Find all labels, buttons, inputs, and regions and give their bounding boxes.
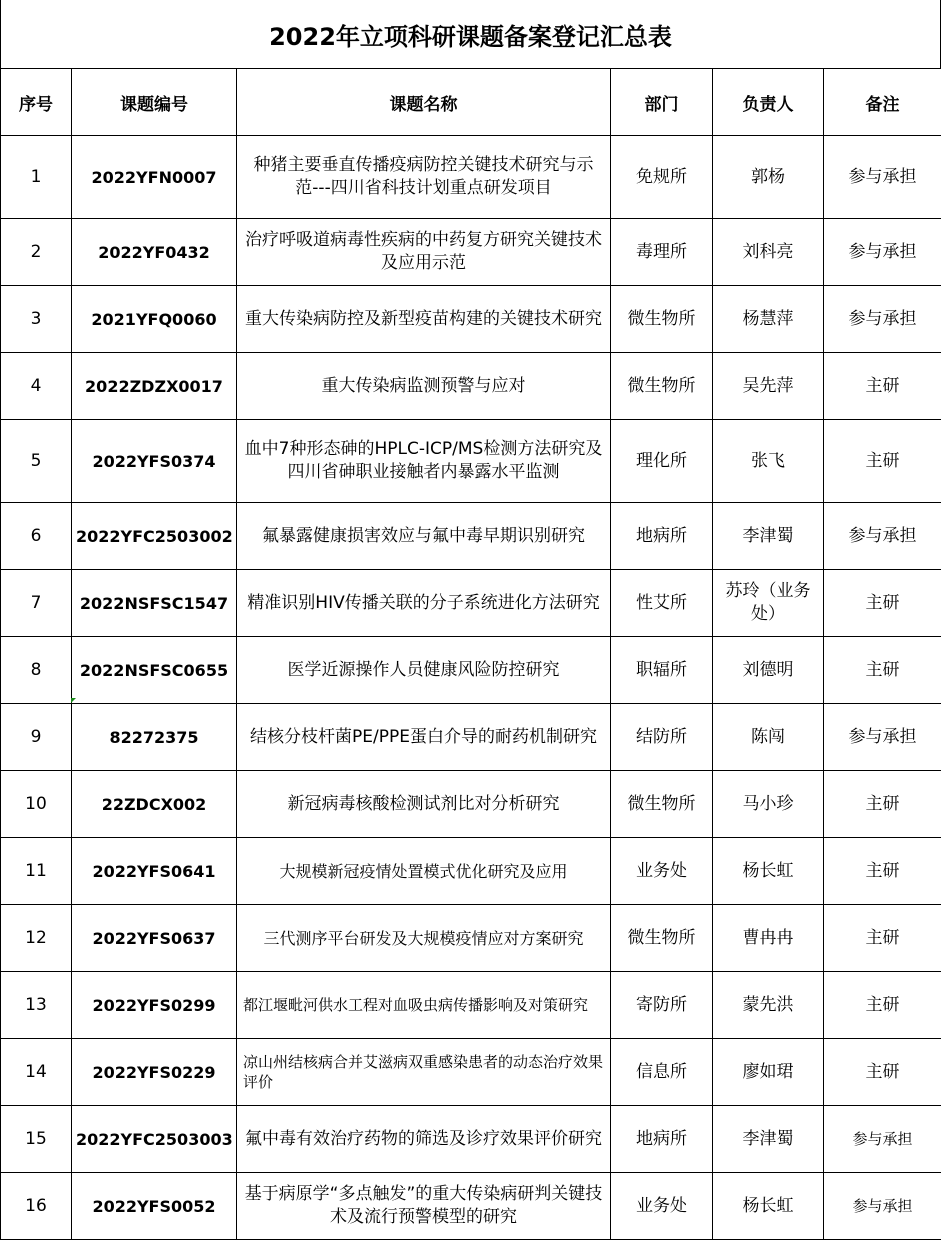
table-row xyxy=(1,704,941,771)
cell-code[interactable]: 2022YFS0641 xyxy=(72,838,237,905)
cell-dept[interactable]: 寄防所 xyxy=(611,972,713,1039)
cell-remark[interactable]: 参与承担 xyxy=(824,286,941,353)
cell-code[interactable]: 82272375 xyxy=(72,704,237,771)
cell-code[interactable]: 2021YFQ0060 xyxy=(72,286,237,353)
cell-code[interactable]: 2022YFS0374 xyxy=(72,420,237,503)
cell-name[interactable]: 精准识别HIV传播关联的分子系统进化方法研究 xyxy=(237,570,611,637)
header-code[interactable]: 课题编号 xyxy=(72,69,237,136)
cell-dept[interactable]: 微生物所 xyxy=(611,353,713,420)
cell-owner[interactable]: 吴先萍 xyxy=(713,353,824,420)
cell-owner[interactable]: 杨慧萍 xyxy=(713,286,824,353)
cell-code[interactable]: 2022YFS0229 xyxy=(72,1039,237,1106)
cell-remark[interactable]: 参与承担 xyxy=(824,136,941,219)
cell-dept[interactable]: 职辐所 xyxy=(611,637,713,704)
table-row xyxy=(1,503,941,570)
cell-seq[interactable]: 11 xyxy=(1,838,72,905)
cell-remark[interactable]: 主研 xyxy=(824,972,941,1039)
cell-code[interactable]: 2022YFC2503003 xyxy=(72,1106,237,1173)
cell-remark[interactable]: 主研 xyxy=(824,353,941,420)
cell-seq[interactable]: 15 xyxy=(1,1106,72,1173)
cell-remark[interactable]: 主研 xyxy=(824,905,941,972)
table-row xyxy=(1,570,941,637)
cell-remark[interactable]: 参与承担 xyxy=(824,1106,941,1173)
cell-dept[interactable]: 微生物所 xyxy=(611,905,713,972)
cell-dept[interactable]: 地病所 xyxy=(611,1106,713,1173)
cell-remark[interactable]: 主研 xyxy=(824,637,941,704)
cell-remark[interactable]: 参与承担 xyxy=(824,1173,941,1240)
cell-seq[interactable]: 13 xyxy=(1,972,72,1039)
cell-owner[interactable]: 张飞 xyxy=(713,420,824,503)
cell-dept[interactable]: 微生物所 xyxy=(611,286,713,353)
table-row xyxy=(1,637,941,704)
cell-code[interactable]: 2022NSFSC1547 xyxy=(72,570,237,637)
sheet-title: 2022年立项科研课题备案登记汇总表 xyxy=(0,0,941,68)
table-row xyxy=(1,420,941,503)
cell-owner[interactable]: 苏玲（业务处） xyxy=(713,570,824,637)
cell-seq[interactable]: 4 xyxy=(1,353,72,420)
cell-remark[interactable]: 主研 xyxy=(824,838,941,905)
table-row xyxy=(1,972,941,1039)
cell-code[interactable]: 22ZDCX002 xyxy=(72,771,237,838)
cell-name[interactable]: 重大传染病监测预警与应对 xyxy=(237,353,611,420)
table-row xyxy=(1,905,941,972)
cell-seq[interactable]: 14 xyxy=(1,1039,72,1106)
cell-code[interactable]: 2022YF0432 xyxy=(72,219,237,286)
header-row xyxy=(1,69,941,136)
cell-owner[interactable]: 刘科亮 xyxy=(713,219,824,286)
cell-name[interactable]: 都江堰毗河供水工程对血吸虫病传播影响及对策研究 xyxy=(237,972,611,1039)
cell-owner[interactable]: 曹冉冉 xyxy=(713,905,824,972)
cell-seq[interactable]: 7 xyxy=(1,570,72,637)
cell-seq[interactable]: 3 xyxy=(1,286,72,353)
cell-name[interactable]: 大规模新冠疫情处置模式优化研究及应用 xyxy=(237,838,611,905)
table-row xyxy=(1,1039,941,1106)
cell-name[interactable]: 基于病原学“多点触发”的重大传染病研判关键技 术及流行预警模型的研究 xyxy=(237,1173,611,1240)
cell-owner[interactable]: 杨长虹 xyxy=(713,838,824,905)
cell-seq[interactable]: 1 xyxy=(1,136,72,219)
cell-dept[interactable]: 微生物所 xyxy=(611,771,713,838)
cell-code[interactable]: 2022YFS0299 xyxy=(72,972,237,1039)
table-row xyxy=(1,771,941,838)
header-seq[interactable]: 序号 xyxy=(1,69,72,136)
cell-remark[interactable]: 参与承担 xyxy=(824,219,941,286)
cell-seq[interactable]: 16 xyxy=(1,1173,72,1240)
cell-owner[interactable]: 蒙先洪 xyxy=(713,972,824,1039)
cell-seq[interactable]: 8 xyxy=(1,637,72,704)
cell-owner[interactable]: 马小珍 xyxy=(713,771,824,838)
cell-remark[interactable]: 主研 xyxy=(824,1039,941,1106)
cell-dept[interactable]: 地病所 xyxy=(611,503,713,570)
cell-name[interactable]: 氟暴露健康损害效应与氟中毒早期识别研究 xyxy=(237,503,611,570)
cell-code[interactable]: 2022YFN0007 xyxy=(72,136,237,219)
cell-owner[interactable]: 李津蜀 xyxy=(713,1106,824,1173)
cell-seq[interactable]: 2 xyxy=(1,219,72,286)
cell-owner[interactable]: 廖如珺 xyxy=(713,1039,824,1106)
cell-dept[interactable]: 业务处 xyxy=(611,1173,713,1240)
cell-name[interactable]: 氟中毒有效治疗药物的筛选及诊疗效果评价研究 xyxy=(237,1106,611,1173)
cell-name[interactable]: 血中7种形态砷的HPLC-ICP/MS检测方法研究及四川省砷职业接触者内暴露水平监测 xyxy=(237,420,611,503)
cell-name[interactable]: 结核分枝杆菌PE/PPE蛋白介导的耐药机制研究 xyxy=(237,704,611,771)
projects-table xyxy=(0,68,941,1240)
cell-code[interactable]: 2022YFC2503002 xyxy=(72,503,237,570)
cell-dept[interactable]: 性艾所 xyxy=(611,570,713,637)
cell-remark[interactable]: 参与承担 xyxy=(824,704,941,771)
cell-remark[interactable]: 参与承担 xyxy=(824,503,941,570)
cell-owner[interactable]: 李津蜀 xyxy=(713,503,824,570)
header-dept[interactable]: 部门 xyxy=(611,69,713,136)
cell-dept[interactable]: 免规所 xyxy=(611,136,713,219)
cell-seq[interactable]: 6 xyxy=(1,503,72,570)
cell-dept[interactable]: 理化所 xyxy=(611,420,713,503)
header-remark[interactable]: 备注 xyxy=(824,69,941,136)
table-row xyxy=(1,353,941,420)
cell-name[interactable]: 种猪主要垂直传播疫病防控关键技术研究与示范---四川省科技计划重点研发项目 xyxy=(237,136,611,219)
cell-code[interactable]: 2022NSFSC0655 xyxy=(72,637,237,704)
table-row xyxy=(1,1173,941,1240)
cell-dept[interactable]: 结防所 xyxy=(611,704,713,771)
header-owner[interactable]: 负责人 xyxy=(713,69,824,136)
table-row xyxy=(1,219,941,286)
cell-remark[interactable]: 主研 xyxy=(824,420,941,503)
cell-name[interactable]: 新冠病毒核酸检测试剂比对分析研究 xyxy=(237,771,611,838)
cell-seq[interactable]: 12 xyxy=(1,905,72,972)
cell-seq[interactable]: 5 xyxy=(1,420,72,503)
cell-name[interactable]: 三代测序平台研发及大规模疫情应对方案研究 xyxy=(237,905,611,972)
cell-remark[interactable]: 主研 xyxy=(824,771,941,838)
cell-dept[interactable]: 业务处 xyxy=(611,838,713,905)
cell-name[interactable]: 医学近源操作人员健康风险防控研究 xyxy=(237,637,611,704)
cell-code[interactable]: 2022YFS0637 xyxy=(72,905,237,972)
cell-code[interactable]: 2022YFS0052 xyxy=(72,1173,237,1240)
table-row xyxy=(1,1106,941,1173)
cell-comment-marker xyxy=(71,698,76,703)
cell-name[interactable]: 治疗呼吸道病毒性疾病的中药复方研究关键技术及应用示范 xyxy=(237,219,611,286)
table-row xyxy=(1,838,941,905)
cell-seq[interactable]: 10 xyxy=(1,771,72,838)
cell-code[interactable]: 2022ZDZX0017 xyxy=(72,353,237,420)
cell-remark[interactable]: 主研 xyxy=(824,570,941,637)
cell-name[interactable]: 重大传染病防控及新型疫苗构建的关键技术研究 xyxy=(237,286,611,353)
table-row xyxy=(1,136,941,219)
cell-seq[interactable]: 9 xyxy=(1,704,72,771)
table-row xyxy=(1,286,941,353)
header-name[interactable]: 课题名称 xyxy=(237,69,611,136)
cell-owner[interactable]: 陈闯 xyxy=(713,704,824,771)
cell-dept[interactable]: 毒理所 xyxy=(611,219,713,286)
cell-owner[interactable]: 刘德明 xyxy=(713,637,824,704)
cell-owner[interactable]: 杨长虹 xyxy=(713,1173,824,1240)
cell-name[interactable]: 凉山州结核病合并艾滋病双重感染患者的动态治疗效果评价 xyxy=(237,1039,611,1106)
cell-dept[interactable]: 信息所 xyxy=(611,1039,713,1106)
cell-owner[interactable]: 郭杨 xyxy=(713,136,824,219)
